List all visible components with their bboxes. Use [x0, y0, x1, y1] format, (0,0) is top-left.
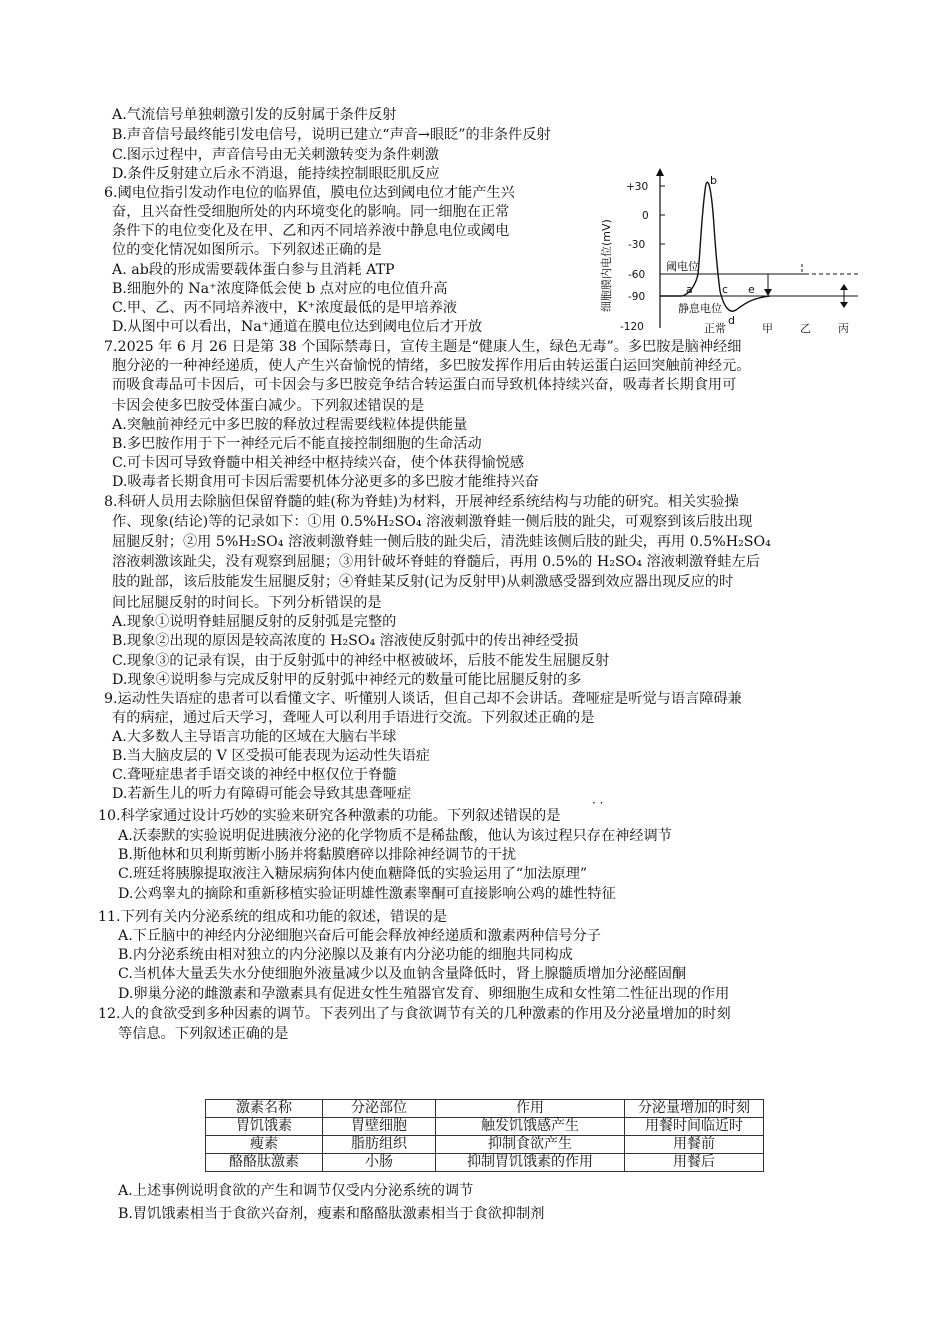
table-cell: 酪酪肽激素: [206, 1154, 323, 1172]
table-row: [206, 1154, 764, 1172]
q7-option-c: C.可卡因可导致脊髓中相关神经中枢持续兴奋，使个体获得愉悦感: [112, 455, 525, 471]
q9-option-b: B.当大脑皮层的 V 区受损可能表现为运动性失语症: [112, 748, 430, 764]
q6-option-a: A. ab段的形成需要载体蛋白参与且消耗 ATP: [112, 262, 395, 278]
bing-arrowhead: [840, 284, 848, 290]
y-tick-label: -90: [628, 291, 646, 303]
q10-option-a: A.沃泰默的实验说明促进胰液分泌的化学物质不是稀盐酸，他认为该过程只存在神经调节: [118, 828, 672, 844]
q5-option-d: D.条件反射建立后永不消退，能持续控制眼眨肌反应: [112, 166, 440, 182]
q12-option-a: A.上述事例说明食欲的产生和调节仅受内分泌系统的调节: [118, 1183, 474, 1199]
q6-option-c: C.甲、乙、丙不同培养液中，K⁺浓度最低的是甲培养液: [112, 300, 458, 316]
jia-arrowhead: [764, 289, 772, 296]
q7-stem-line: 胞分泌的一种神经递质，使人产生兴奋愉悦的情绪，多巴胺发挥作用后由转运蛋白运回突触前神经元。: [112, 358, 751, 374]
table-row: [206, 1118, 764, 1136]
q8-stem-line: 作、现象(结论)等的记录如下：①用 0.5%H₂SO₄ 溶液刺激脊蛙一侧后肢的趾尖，可观察到该后肢出现: [112, 514, 753, 530]
emphasis-dots: · ·: [592, 796, 604, 810]
q9-option-d: D.若新生儿的听力有障碍可能会导致其患聋哑症: [112, 786, 412, 802]
resting-label: 静息电位: [678, 302, 722, 315]
q12-option-b: B.胃饥饿素相当于食欲兴奋剂，瘦素和酪酪肽激素相当于食欲抑制剂: [118, 1206, 545, 1222]
q6-option-d: D.从图中可以看出，Na⁺通道在膜电位达到阈电位后才开放: [112, 319, 483, 335]
q7-option-d: D.吸毒者长期食用可卡因后需要机体分泌更多的多巴胺才能维持兴奋: [112, 474, 539, 490]
q8-stem-line: 溶液刺激该趾尖，没有观察到屈腿；③用针破坏脊蛙的脊髓后，再用 0.5%的 H₂SO₄ 溶液刺激脊蛙左后: [112, 554, 760, 570]
q5-option-a: A.气流信号单独刺激引发的反射属于条件反射: [112, 107, 397, 123]
q8-option-a: A.现象①说明脊蛙屈腿反射的反射弧是完整的: [112, 614, 397, 630]
table-cell: 抑制食欲产生: [436, 1136, 625, 1154]
table-header: 分泌部位: [323, 1100, 436, 1118]
q6-stem-line: 奋，且兴奋性受细胞所处的内环境变化的影响。同一细胞在正常: [112, 204, 510, 220]
condition-jia: 甲: [762, 322, 773, 335]
y-axis-arrow: [656, 168, 664, 176]
table-header: 作用: [436, 1100, 625, 1118]
q10-option-b: B.斯他林和贝利斯剪断小肠并将黏膜磨碎以排除神经调节的干扰: [118, 847, 517, 863]
q8-option-c: C.现象③的记录有误，由于反射弧中的神经中枢被破坏，后肢不能发生屈腿反射: [112, 653, 610, 669]
q9-stem-line: 有的病症，通过后天学习，聋哑人可以利用手语进行交流。下列叙述正确的是: [112, 710, 595, 726]
membrane-potential-chart: [590, 166, 870, 344]
q11-option-a: A.下丘脑中的神经内分泌细胞兴奋后可能会释放神经递质和激素两种信号分子: [118, 928, 601, 944]
q8-stem-line: 8.科研人员用去除脑但保留脊髓的蛙(称为脊蛙)为材料，开展神经系统结构与功能的研究。相关实验操: [104, 494, 739, 510]
q9-option-c: C.聋哑症患者手语交谈的神经中枢仅位于脊髓: [112, 767, 397, 783]
q7-option-b: B.多巴胺作用于下一神经元后不能直接控制细胞的生命活动: [112, 436, 482, 452]
threshold-label: 阈电位: [666, 260, 699, 273]
q7-stem-line: 而吸食毒品可卡因后，可卡因会与多巴胺竞争结合转运蛋白而导致机体持续兴奋，吸毒者长期食用可: [112, 377, 737, 393]
q6-option-b: B.细胞外的 Na⁺浓度降低会使 b 点对应的电位值升高: [112, 281, 448, 297]
q10-stem-line: 10.科学家通过设计巧妙的实验来研究各种激素的功能。下列叙述错误的是: [98, 808, 561, 824]
q7-option-a: A.突触前神经元中多巴胺的释放过程需要线粒体提供能量: [112, 417, 468, 433]
q6-stem-line: 6.阈电位指引发动作电位的临界值，膜电位达到阈电位才能产生兴: [104, 185, 515, 201]
q9-stem-line: 9.运动性失语症的患者可以看懂文字、听懂别人谈话，但自己却不会讲话。聋哑症是听觉与语言障碍兼: [104, 691, 742, 707]
y-tick-label: +30: [626, 181, 649, 193]
table-cell: 瘦素: [206, 1136, 323, 1154]
hormone-table: [205, 1099, 764, 1172]
point-label-a: a: [686, 283, 693, 296]
condition-bing: 丙: [838, 322, 849, 335]
table-cell: 用餐后: [625, 1154, 764, 1172]
q8-stem-line: 肢的趾部，该后肢能发生屈腿反射；④脊蛙某反射(记为反射甲)从刺激感受器到效应器出现反应的时: [112, 574, 734, 590]
q10-option-c: C.班廷将胰腺提取液注入糖尿病狗体内使血糖降低的实验运用了“加法原理”: [118, 866, 588, 882]
point-label-c: c: [722, 283, 729, 296]
q6-stem-line: 位的变化情况如图所示。下列叙述正确的是: [112, 242, 382, 258]
table-cell: 用餐前: [625, 1136, 764, 1154]
q5-option-c: C.图示过程中，声音信号由无关刺激转变为条件刺激: [112, 147, 439, 163]
q5-option-b: B.声音信号最终能引发电信号，说明已建立“声音→眼眨”的非条件反射: [112, 127, 551, 143]
q9-option-a: A.大多数人主导语言功能的区域在大脑右半球: [112, 729, 397, 745]
q7-stem-line: 7.2025 年 6 月 26 日是第 38 个国际禁毒日，宣传主题是“健康人生，绿色无毒”。多巴胺是脑神经细: [104, 339, 742, 355]
table-header: 分泌量增加的时刻: [625, 1100, 764, 1118]
condition-yi: 乙: [800, 322, 811, 335]
point-label-b: b: [710, 174, 717, 187]
table-cell: 脂肪组织: [323, 1136, 436, 1154]
condition-normal: 正常: [704, 322, 726, 335]
bing-arrowhead-down: [840, 302, 848, 308]
q7-stem-line: 卡因会使多巴胺受体蛋白减少。下列叙述错误的是: [112, 398, 425, 414]
y-tick-label: 0: [642, 210, 649, 222]
q12-stem-line: 12.人的食欲受到多种因素的调节。下表列出了与食欲调节有关的几种激素的作用及分泌量增加的时刻: [98, 1006, 731, 1022]
q11-option-d: D.卵巢分泌的雌激素和孕激素具有促进女性生殖器官发育、卵细胞生成和女性第二性征出现的作用: [118, 986, 730, 1002]
q10-option-d: D.公鸡睾丸的摘除和重新移植实验证明雄性激素睾酮可直接影响公鸡的雄性特征: [118, 886, 616, 902]
q11-option-c: C.当机体大量丢失水分使细胞外液量减少以及血钠含量降低时，肾上腺髓质增加分泌醛固酮: [118, 966, 687, 982]
table-header: 激素名称: [206, 1100, 323, 1118]
q11-option-b: B.内分泌系统由相对独立的内分泌腺以及兼有内分泌功能的细胞共同构成: [118, 947, 573, 963]
table-cell: 触发饥饿感产生: [436, 1118, 625, 1136]
q6-stem-line: 条件下的电位变化及在甲、乙和丙不同培养液中静息电位或阈电: [112, 223, 510, 239]
y-axis-label: 细胞膜内电位(mV): [600, 219, 613, 312]
y-tick-label: -120: [620, 321, 644, 333]
y-tick-label: -60: [628, 269, 646, 281]
q8-option-b: B.现象②出现的原因是较高浓度的 H₂SO₄ 溶液使反射弧中的传出神经受损: [112, 633, 579, 649]
table-cell: 胃饥饿素: [206, 1118, 323, 1136]
table-cell: 胃壁细胞: [323, 1118, 436, 1136]
q11-stem-line: 11.下列有关内分泌系统的组成和功能的叙述，错误的是: [98, 909, 447, 925]
table-cell: 抑制胃饥饿素的作用: [436, 1154, 625, 1172]
point-label-e: e: [748, 283, 755, 296]
table-cell: 用餐时间临近时: [625, 1118, 764, 1136]
point-label-d: d: [728, 314, 735, 327]
q8-stem-line: 屈腿反射；②用 5%H₂SO₄ 溶液刺激脊蛙一侧后肢的趾尖后，清洗蛙该侧后肢的趾尖，再用 0.5%H₂SO₄: [112, 534, 771, 550]
y-tick-label: -30: [628, 239, 646, 251]
table-cell: 小肠: [323, 1154, 436, 1172]
q12-stem-line: 等信息。下列叙述正确的是: [118, 1026, 289, 1042]
q8-option-d: D.现象④说明参与完成反射甲的反射弧中神经元的数量可能比屈腿反射的多: [112, 672, 582, 688]
table-header-row: [206, 1100, 764, 1118]
table-row: [206, 1136, 764, 1154]
q8-stem-line: 间比屈腿反射的时间长。下列分析错误的是: [112, 595, 382, 611]
